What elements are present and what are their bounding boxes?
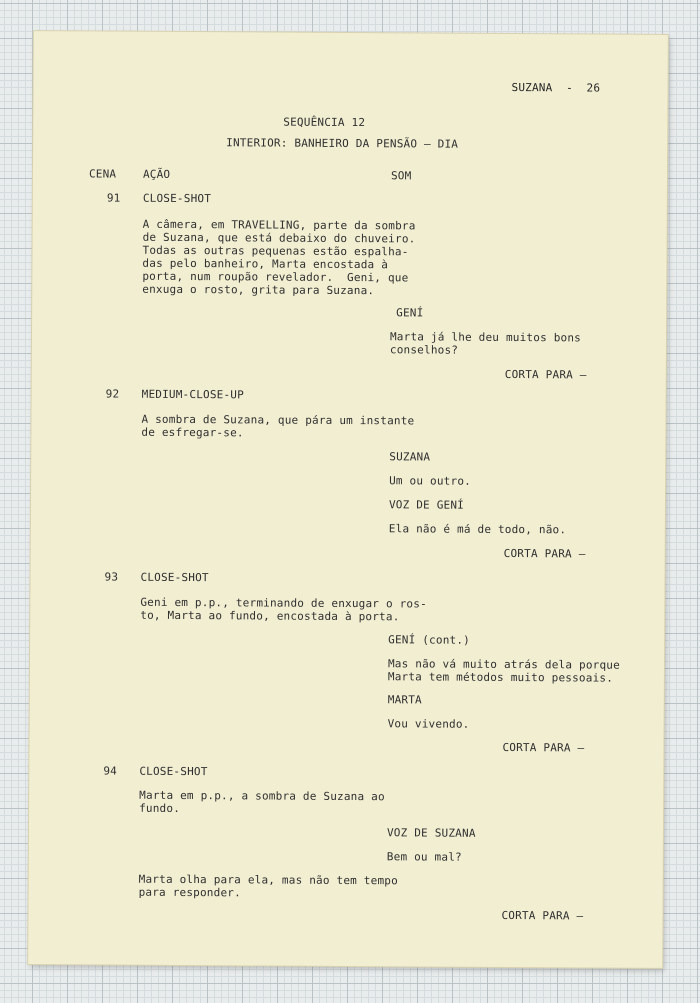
transition: CORTA PARA —: [501, 908, 584, 923]
action-line: de Suzana, que está debaixo do chuveiro.: [142, 230, 416, 246]
action-line: enxuga o rosto, grita para Suzana.: [142, 282, 375, 298]
character-name: VOZ DE GENÍ: [388, 498, 465, 512]
transition: CORTA PARA —: [502, 740, 585, 755]
character-name: VOZ DE SUZANA: [386, 826, 476, 840]
action-line: Marta em p.p., a sombra de Suzana ao: [139, 788, 385, 804]
character-name: SUZANA: [389, 450, 431, 464]
dialogue-line: Ela não é má de todo, não.: [388, 522, 567, 537]
action-line: Todas as outras pequenas estão espalha-: [142, 243, 409, 259]
action-line: fundo.: [139, 801, 181, 815]
dialogue-line: Um ou outro.: [389, 474, 472, 488]
shot-type: MEDIUM-CLOSE-UP: [141, 387, 245, 402]
action-line: A sombra de Suzana, que pára um instante: [141, 412, 415, 428]
action-line: das pelo banheiro, Marta encostada à: [142, 256, 389, 272]
scene-number: 93: [104, 570, 119, 584]
shot-type: CLOSE-SHOT: [139, 764, 208, 779]
action-line: Geni em p.p., terminando de enxugar o ros-: [140, 595, 427, 611]
dialogue-line: Vou vivendo.: [387, 717, 470, 731]
scene-number: 94: [103, 764, 118, 778]
shot-type: CLOSE-SHOT: [142, 191, 212, 206]
dialogue-line: Marta tem métodos muito pessoais.: [387, 670, 614, 685]
script-page: [28, 31, 668, 968]
action-line: Marta olha para ela, mas não tem tempo: [138, 872, 398, 888]
scene-location: INTERIOR: BANHEIRO DA PENSÃO — DIA: [226, 136, 459, 151]
dialogue-line: Mas não vá muito atrás dela porque: [387, 657, 621, 672]
character-name: MARTA: [387, 693, 422, 707]
action-line: de esfregar-se.: [141, 425, 244, 440]
scene-number: 92: [105, 387, 120, 401]
column-acao: AÇÃO: [142, 167, 171, 181]
page-label: SUZANA - 26: [511, 80, 601, 95]
column-cena: CENA: [88, 167, 117, 181]
action-line: porta, num roupão revelador. Geni, que: [142, 269, 409, 285]
transition: CORTA PARA —: [503, 546, 586, 561]
action-line: to, Marta ao fundo, encostada à porta.: [140, 608, 400, 624]
sequence-title: SEQUÊNCIA 12: [283, 115, 366, 130]
action-line: A câmera, em TRAVELLING, parte da sombra: [142, 217, 416, 233]
action-line: para responder.: [138, 885, 241, 900]
character-name: GENÍ (cont.): [388, 633, 471, 647]
dialogue-line: conselhos?: [389, 343, 459, 357]
dialogue-line: Marta já lhe deu muitos bons: [389, 330, 582, 345]
shot-type: CLOSE-SHOT: [140, 570, 209, 585]
dialogue-line: Bem ou mal?: [386, 850, 462, 864]
scene-number: 91: [106, 191, 121, 205]
transition: CORTA PARA —: [504, 367, 587, 382]
column-som: SOM: [390, 169, 412, 183]
character-name: GENÍ: [396, 306, 424, 320]
